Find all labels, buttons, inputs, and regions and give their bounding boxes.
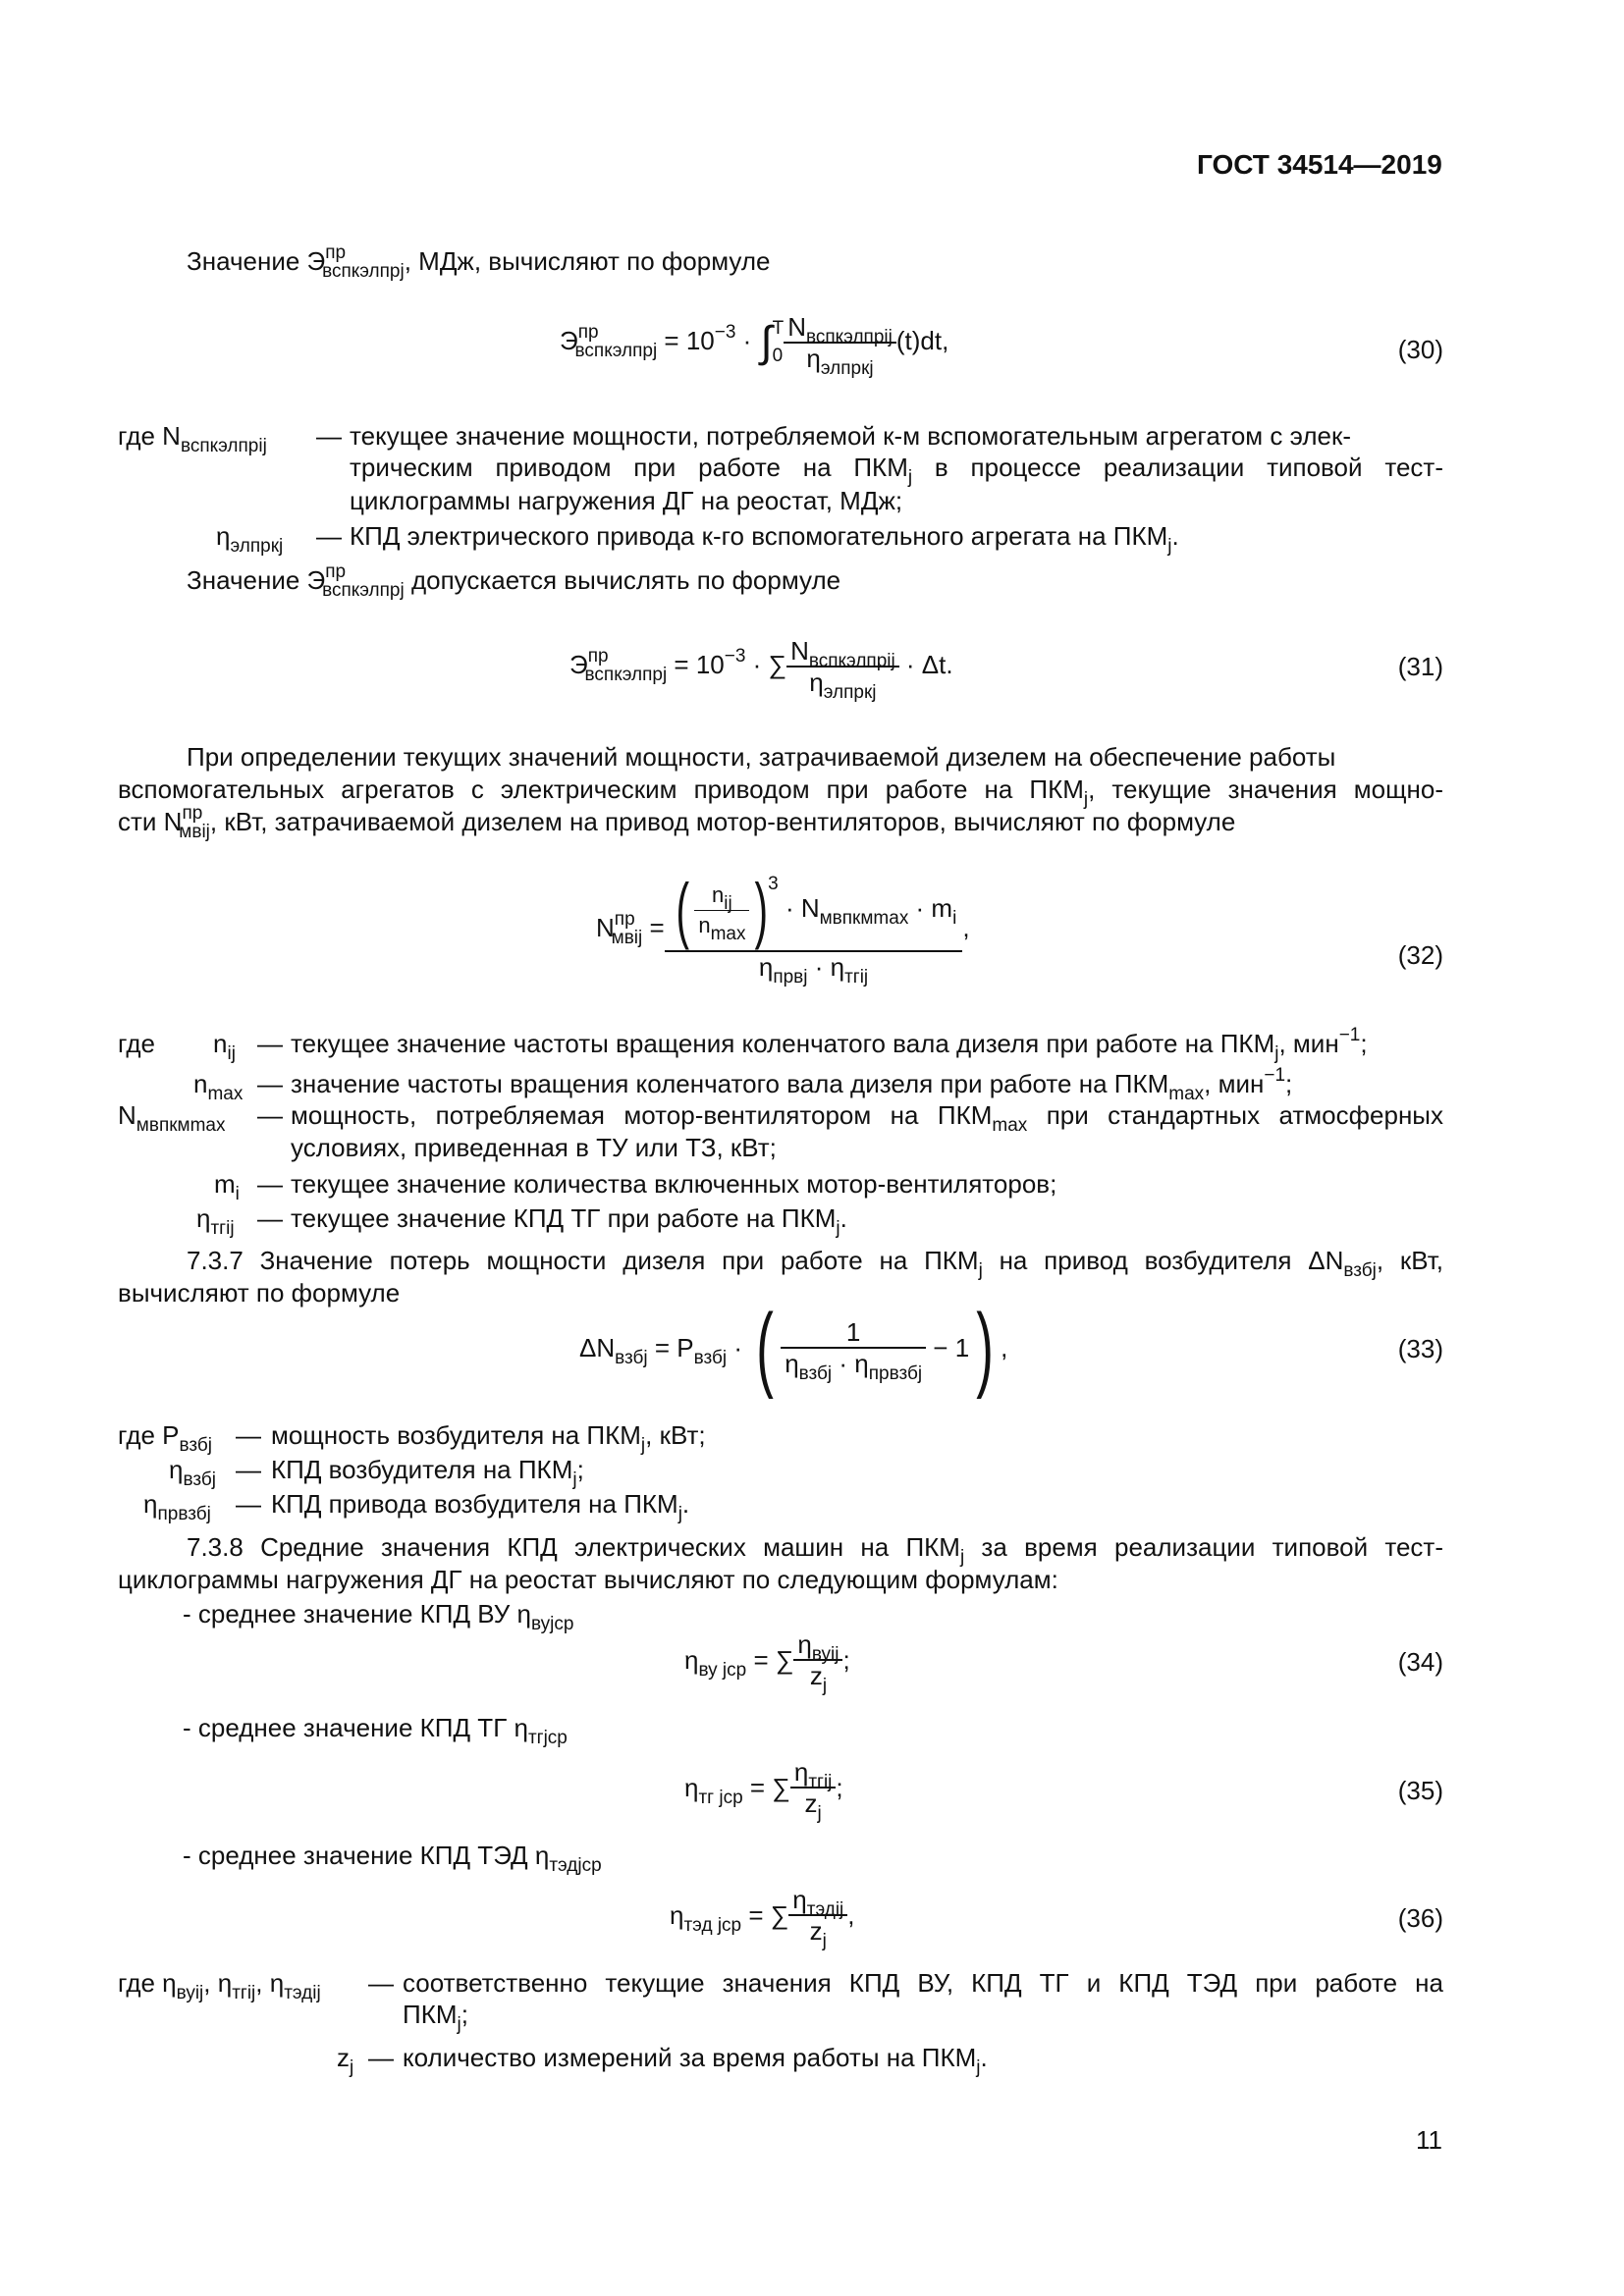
paragraph-line: вычисляют по формуле xyxy=(118,1278,401,1308)
list-item: - среднее значение КПД ТЭД $\eta_{тэдjср}$ xyxy=(183,1841,602,1876)
definition-term: где $N_{вспкэлпрij}$ xyxy=(118,421,267,456)
equation-32: $N^{пр}_{мвij}$ = ( $\frac{n_{ij}}{n_{max}}$ )$^3 \cdot N_{мвпкмmax} \cdot m_i$ $\eta_{првj} \cdot \eta_{тгij}$ , xyxy=(596,869,970,988)
definition-term: $\eta_{взбj}$ xyxy=(169,1455,216,1490)
integral-sign: ∫ xyxy=(760,318,773,366)
equation-36: $\eta_{тэд jср}$ = ∑ $\frac{\eta_{тэдij}}{z_j}$ , xyxy=(670,1885,855,1951)
definition-term: $\eta_{элпркj}$ xyxy=(216,521,284,557)
definition-dash: — xyxy=(368,2043,394,2072)
section-7-3-8: 7.3.8 Средние значения КПД электрических машин на $ПКМ_j$ за время реализации типовой тест- xyxy=(187,1532,1444,1568)
definition-text: соответственно текущие значения КПД ВУ, КПД ТГ и КПД ТЭД при работе на xyxy=(403,1968,1443,1998)
equation-number: (31) xyxy=(1397,652,1443,681)
definition-term: $n_{ij}$ xyxy=(213,1029,236,1064)
definition-dash: — xyxy=(236,1420,261,1450)
paragraph-line: вспомогательных агрегатов с электрическим приводом при работе на $ПКМ_j$, текущие значения мощно- xyxy=(118,774,1443,810)
definition-text: текущее значение КПД ТГ при работе на $ПКМ_j$. xyxy=(291,1203,847,1239)
equation-number: (34) xyxy=(1397,1647,1443,1677)
definition-text: КПД возбудителя на $ПКМ_j$; xyxy=(271,1455,584,1490)
definition-dash: — xyxy=(316,421,342,451)
page-number: 11 xyxy=(1416,2125,1442,2155)
paragraph-line: циклограммы нагружения ДГ на реостат вычисляют по следующим формулам: xyxy=(118,1565,1058,1594)
definition-term: $\eta_{тгij}$ xyxy=(196,1203,235,1239)
definition-text: КПД электрического привода к-го вспомогательного агрегата на $ПКМ_j$. xyxy=(350,521,1179,557)
equation-31: $Э^{пр}_{вспкэлпрj} = 10^{-3}$ · ∑ $\frac{N_{вспкэлпрij}}{\eta_{элпркj}}$ · Δt. xyxy=(569,636,953,703)
fraction: $\frac{\eta_{тгij}}{z_j}$ xyxy=(790,1757,837,1818)
fraction: $\frac{1}{\eta_{взбj} \cdot \eta_{првзбj}}$ xyxy=(781,1317,926,1378)
fraction: $\frac{\eta_{тэдij}}{z_j}$ xyxy=(788,1885,847,1946)
equation-number: (33) xyxy=(1397,1334,1443,1363)
definition-dash: — xyxy=(316,521,342,551)
definition-dash: — xyxy=(257,1100,283,1130)
fraction: $\frac{\eta_{вуij}}{z_j}$ xyxy=(793,1629,842,1690)
definition-text: количество измерений за время работы на $ПКМ_j$. xyxy=(403,2043,988,2078)
definition-dash: — xyxy=(257,1169,283,1199)
equation-33: $\Delta N_{взбj} = P_{взбj}$ · ( $\frac{1}{\eta_{взбj} \cdot \eta_{првзбj}}$ − 1) , xyxy=(579,1295,1008,1400)
definition-dash: — xyxy=(257,1069,283,1098)
definition-text: трическим приводом при работе на $ПКМ_j$ в процессе реализации типовой тест- xyxy=(350,453,1443,488)
equation-35: $\eta_{тг jср}$ = ∑ $\frac{\eta_{тгij}}{z_j}$ ; xyxy=(684,1757,843,1824)
definition-term: $m_i$ xyxy=(214,1169,240,1204)
doc-id: ГОСТ 34514—2019 xyxy=(1197,149,1442,180)
equation-34: $\eta_{ву jср}$ = ∑ $\frac{\eta_{вуij}}{z_j}$ ; xyxy=(684,1629,850,1696)
definition-dash: — xyxy=(236,1455,261,1484)
equation-number: (30) xyxy=(1397,335,1443,364)
definition-term: где $\eta_{вуij}$, $\eta_{тгij}$, $\eta_{тэдij}$ xyxy=(118,1968,321,2003)
paragraph-line: При определении текущих значений мощности, затрачиваемой дизелем на обеспечение работы xyxy=(187,742,1336,772)
paragraph: Значение $Э^{пр}_{вспкэлпрj}$ допускается вычислять по формуле xyxy=(187,561,841,601)
equation-number: (32) xyxy=(1397,940,1443,970)
definition-text: значение частоты вращения коленчатого вала дизеля при работе на $ПКМ_{max}$, мин$^{-1}$; xyxy=(291,1065,1293,1104)
definition-text: мощность возбудителя на $ПКМ_j$, кВт; xyxy=(271,1420,706,1456)
definition-dash: — xyxy=(257,1029,283,1058)
section-7-3-7: 7.3.7 Значение потерь мощности дизеля при работе на $ПКМ_j$ на привод возбудителя $\Delta N_{взбj}$, кВт, xyxy=(187,1246,1443,1281)
definition-term: где $P_{взбj}$ xyxy=(118,1420,212,1456)
definition-term: $n_{max}$ xyxy=(193,1069,244,1104)
equation-number: (35) xyxy=(1397,1776,1443,1805)
definition-text: мощность, потребляемая мотор-вентилятором на $ПКМ_{max}$ при стандартных атмосферных xyxy=(291,1100,1443,1136)
definition-text: текущее значение количества включенных мотор-вентиляторов; xyxy=(291,1169,1057,1199)
list-item: - среднее значение КПД ТГ $\eta_{тгjср}$ xyxy=(183,1713,568,1748)
definition-text: условиях, приведенная в ТУ или ТЗ, кВт; xyxy=(291,1133,777,1162)
definition-text: текущее значение мощности, потребляемой к-м вспомогательным агрегатом с элек- xyxy=(350,421,1351,451)
definition-term: $N_{мвпкмmax}$ xyxy=(118,1100,226,1136)
definition-text: КПД привода возбудителя на $ПКМ_j$. xyxy=(271,1489,690,1524)
definition-term: $\eta_{првзбj}$ xyxy=(143,1489,211,1524)
document-header xyxy=(1197,149,1442,181)
paragraph-line: сти $N^{пр}_{мвij}$, кВт, затрачиваемой дизелем на привод мотор-вентиляторов, вычисляют по формуле xyxy=(118,803,1236,842)
definition-dash: — xyxy=(257,1203,283,1233)
list-item: - среднее значение КПД ВУ $\eta_{вуjср}$ xyxy=(183,1599,574,1634)
intro-paragraph: Значение $Э^{пр}_{вспкэлпрj}$, МДж, вычисляют по формуле xyxy=(187,242,771,282)
definition-term: $z_j$ xyxy=(337,2043,354,2078)
equation-30: $Э^{пр}_{вспкэлпрj} = 10^{-3}$ · ∫ T 0 $\frac{N_{вспкэлпрij}}{\eta_{элпркj}}$ (t)dt, xyxy=(560,312,949,379)
fraction: ( $\frac{n_{ij}}{n_{max}}$ )$^3 \cdot N_{мвпкмmax} \cdot m_i$ $\eta_{првj} \cdot \eta_{тгij}$ xyxy=(665,874,963,982)
fraction: $\frac{N_{вспкэлпрij}}{\eta_{элпркj}}$ xyxy=(784,312,896,373)
fraction: $\frac{N_{вспкэлпрij}}{\eta_{элпркj}}$ xyxy=(786,636,899,697)
equation-number: (36) xyxy=(1397,1903,1443,1933)
definition-text: $ПКМ_j$; xyxy=(403,2000,468,2035)
definition-dash: — xyxy=(236,1489,261,1519)
definition-lead: где xyxy=(118,1029,155,1058)
definition-text: текущее значение частоты вращения коленчатого вала дизеля при работе на $ПКМ_j$, мин$^{-1}$; xyxy=(291,1025,1368,1064)
definition-dash: — xyxy=(368,1968,394,1998)
definition-text: циклограммы нагружения ДГ на реостат, МДж; xyxy=(350,486,903,515)
